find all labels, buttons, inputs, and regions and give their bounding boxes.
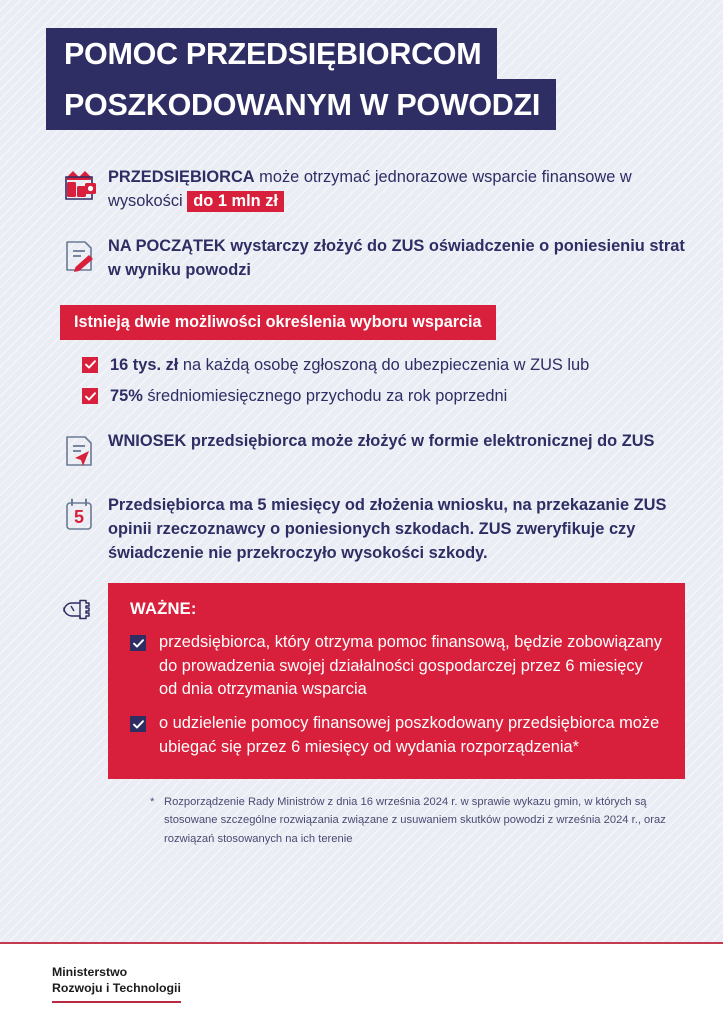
amount-highlight: do 1 mln zł — [187, 191, 284, 212]
document-cursor-icon — [50, 430, 108, 470]
info-item-rest: przedsiębiorca może złożyć w formie elektronicznej do ZUS — [186, 432, 655, 451]
ministry-logo-line-1: Ministerstwo — [52, 965, 128, 980]
document-pen-icon — [50, 235, 108, 275]
info-item-deadline — [0, 494, 723, 565]
info-item-text — [108, 494, 693, 565]
footnote — [0, 793, 723, 847]
info-item-bold: NA POCZĄTEK — [108, 237, 226, 256]
important-item-text: o udzielenie pomocy finansowej poszkodowany przedsiębiorca może ubiegać się przez 6 miesięcy od wydania rozporządzenia* — [159, 714, 660, 756]
options-banner-wrap — [0, 305, 723, 340]
list-item — [130, 712, 663, 759]
options-checklist — [0, 354, 723, 409]
checkbox-checked-icon — [130, 635, 146, 651]
svg-text:5: 5 — [73, 507, 85, 528]
list-item — [82, 354, 693, 377]
info-item-text — [108, 166, 693, 213]
important-box — [108, 583, 685, 779]
info-item-text — [108, 235, 693, 282]
important-section — [0, 583, 723, 779]
page-title — [46, 28, 723, 130]
info-item-bold: PRZEDSIĘBIORCA — [108, 168, 255, 186]
option-bold: 75% — [110, 387, 143, 405]
info-item-text — [108, 430, 693, 454]
option-rest: na każdą osobę zgłoszoną do ubezpieczenia w ZUS lub — [178, 355, 590, 374]
title-line-1: POMOC PRZEDSIĘBIORCOM — [46, 28, 497, 80]
wallet-coins-icon — [50, 166, 108, 206]
info-item-financial-support — [0, 166, 723, 213]
important-title: WAŻNE: — [130, 599, 197, 619]
calendar-5-icon — [50, 494, 108, 534]
info-item-application — [0, 430, 723, 470]
ministry-logo-line-2: Rozwoju i Technologii — [52, 981, 181, 995]
option-rest: średniomiesięcznego przychodu za rok poprzedni — [142, 387, 508, 405]
option-bold: 16 tys. zł — [110, 355, 179, 374]
checkbox-checked-icon — [82, 357, 98, 373]
important-item-text: przedsiębiorca, który otrzyma pomoc finansową, będzie zobowiązany do prowadzenia swojej działalności gospodarczej przez 6 miesięcy od dnia otrzymania wsparcia — [159, 633, 662, 699]
info-item-bold: WNIOSEK — [108, 432, 187, 451]
option-text — [110, 385, 693, 408]
footnote-text: Rozporządzenie Rady Ministrów z dnia 16 września 2024 r. w sprawie wykazu gmin, w których są stosowane szczególne rozwiązania związane z usuwaniem skutków powodzi z września 2024 r., oraz rozwiązań stosowanych na ich terenie — [164, 796, 666, 845]
info-item-rest: może otrzymać jednorazowe wsparcie finansowe w wysokości — [108, 168, 632, 210]
page-footer — [0, 942, 723, 1024]
title-row-2 — [46, 79, 723, 131]
footnote-marker: * — [150, 796, 155, 809]
title-line-2: POSZKODOWANYM W POWODZI — [46, 79, 556, 131]
info-item-rest: Przedsiębiorca ma 5 miesięcy od złożenia wniosku, na przekazanie ZUS opinii rzeczoznawcy o poniesionych szkodach. ZUS zweryfikuje czy świadczenie nie przekroczyło wysokości szkody. — [108, 496, 667, 562]
option-text — [110, 354, 693, 377]
checkbox-checked-icon — [82, 388, 98, 404]
options-banner: Istnieją dwie możliwości określenia wyboru wsparcia — [60, 305, 496, 340]
info-item-rest: wystarczy złożyć do ZUS oświadczenie o poniesieniu strat w wyniku powodzi — [108, 237, 685, 279]
list-item — [130, 631, 663, 702]
list-item — [82, 385, 693, 408]
pointing-hand-icon — [50, 583, 108, 631]
info-item-declaration — [0, 235, 723, 282]
checkbox-checked-icon — [130, 716, 146, 732]
title-row-1 — [46, 28, 723, 80]
ministry-logo — [52, 965, 181, 1003]
